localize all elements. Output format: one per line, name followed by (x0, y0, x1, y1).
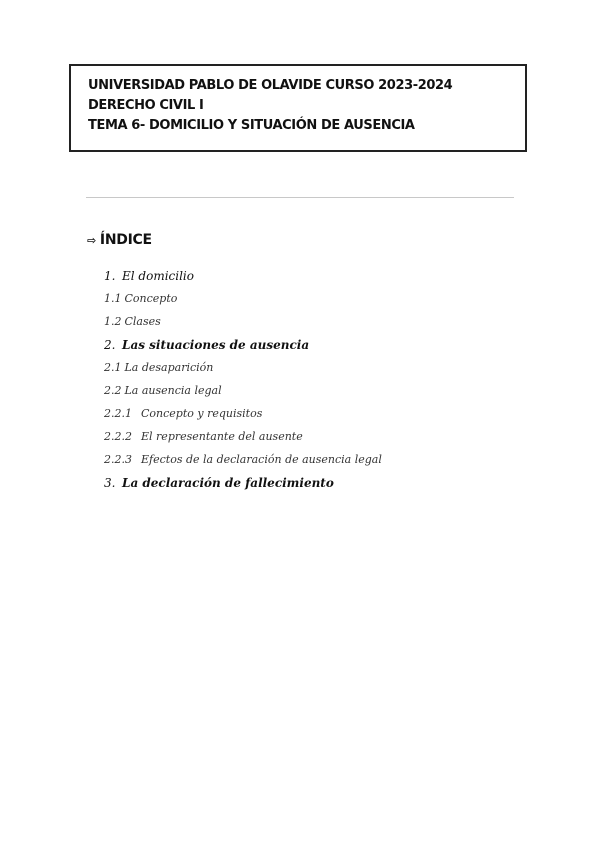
toc-number: 2.2.2 (104, 430, 132, 443)
header-university-line: UNIVERSIDAD PABLO DE OLAVIDE CURSO 2023-2024 (88, 78, 453, 93)
toc-number: 3. (104, 476, 116, 490)
header-topic-line: TEMA 6- DOMICILIO Y SITUACIÓN DE AUSENCIA (88, 118, 415, 133)
toc-number: 2.1 (104, 361, 122, 374)
toc-number: 2. (104, 338, 116, 352)
toc-text: El domicilio (122, 269, 194, 283)
header-box (69, 64, 527, 152)
toc-number: 1.1 (104, 292, 122, 305)
header-subject-line: DERECHO CIVIL I (88, 98, 204, 113)
toc-item-domicilio (104, 266, 382, 289)
toc-item-representante (104, 427, 382, 450)
toc-text: El representante del ausente (141, 430, 303, 443)
toc-text: Clases (124, 315, 161, 328)
table-of-contents (104, 266, 382, 496)
toc-text: Efectos de la declaración de ausencia legal (141, 453, 382, 466)
toc-text: Las situaciones de ausencia (122, 338, 310, 352)
toc-number: 2.2.3 (104, 453, 132, 466)
toc-number: 1. (104, 269, 116, 283)
index-heading (87, 232, 152, 248)
toc-item-situaciones-ausencia (104, 335, 382, 358)
arrow-icon: ⇨ (87, 234, 96, 247)
toc-text: La ausencia legal (124, 384, 222, 397)
toc-number: 2.2 (104, 384, 122, 397)
index-title: ÍNDICE (99, 232, 152, 248)
toc-item-concepto-requisitos (104, 404, 382, 427)
toc-number: 1.2 (104, 315, 122, 328)
toc-text: La desaparición (124, 361, 214, 374)
toc-item-concepto (104, 289, 382, 312)
toc-text: La declaración de fallecimiento (122, 476, 334, 490)
toc-text: Concepto y requisitos (141, 407, 263, 420)
divider (86, 197, 514, 198)
toc-number: 2.2.1 (104, 407, 132, 420)
toc-item-ausencia-legal (104, 381, 382, 404)
toc-item-desaparicion (104, 358, 382, 381)
toc-item-efectos (104, 450, 382, 473)
toc-item-fallecimiento (104, 473, 382, 496)
toc-text: Concepto (124, 292, 178, 305)
toc-item-clases (104, 312, 382, 335)
